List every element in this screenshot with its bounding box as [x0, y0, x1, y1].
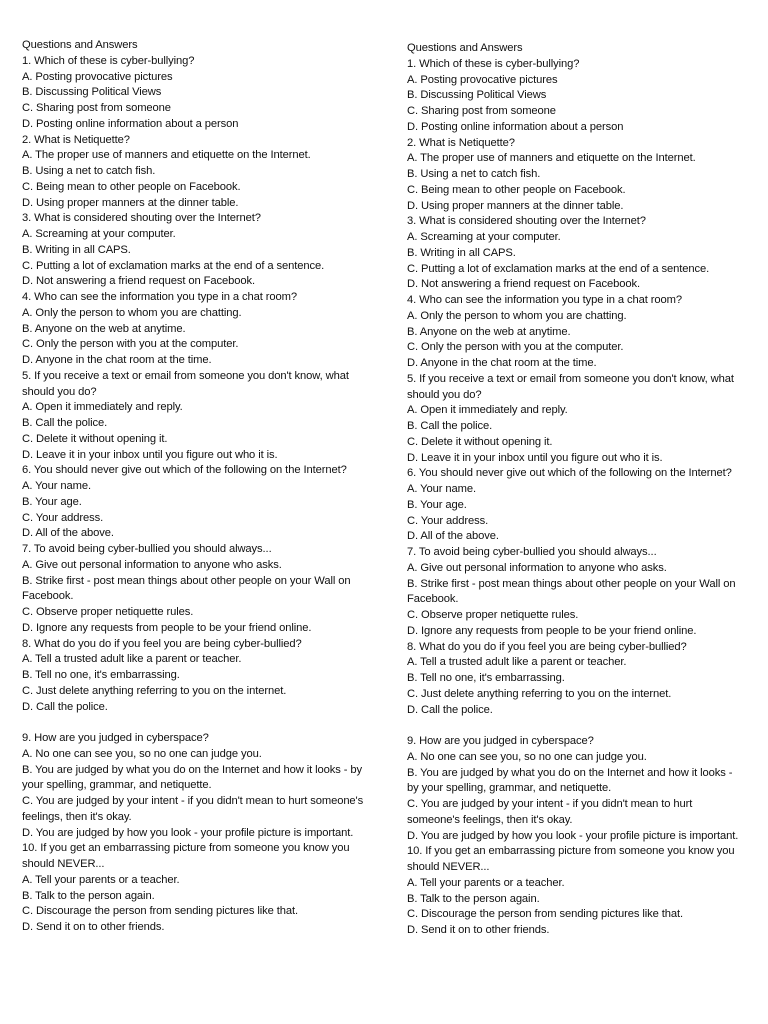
option-10d: D. Send it on to other friends.: [22, 921, 165, 933]
option-6c: C. Your address.: [407, 514, 489, 527]
option-3b: B. Writing in all CAPS.: [407, 246, 516, 259]
option-10a: A. Tell your parents or a teacher.: [22, 873, 180, 886]
option-5b: B. Call the police.: [407, 420, 493, 432]
option-3d: D. Not answering a friend request on Facebook.: [22, 275, 255, 288]
option-8a: A. Tell a trusted adult like a parent or teacher.: [22, 653, 242, 666]
option-3c: C. Putting a lot of exclamation marks at the end of a sentence.: [407, 262, 710, 275]
section-spacer: [407, 718, 747, 734]
option-2d: D. Using proper manners at the dinner table.: [407, 199, 624, 212]
option-1d: D. Posting online information about a person: [22, 117, 239, 130]
option-1b: B. Discussing Political Views: [407, 89, 547, 102]
question-7: 7. To avoid being cyber-bullied you should always...: [407, 546, 657, 558]
option-7b: B. Strike first - post mean things about other people on your Wall on Facebook.: [407, 577, 736, 606]
option-7b: B. Strike first - post mean things about other people on your Wall on Facebook.: [22, 574, 351, 603]
option-3d: D. Not answering a friend request on Facebook.: [407, 278, 640, 291]
option-9d: D. You are judged by how you look - your profile picture is important.: [407, 829, 739, 842]
option-3b: B. Writing in all CAPS.: [22, 243, 131, 256]
question-5: 5. If you receive a text or email from someone you don't know, what should you do?: [407, 372, 734, 401]
option-1b: B. Discussing Political Views: [22, 86, 162, 99]
option-4d: D. Anyone in the chat room at the time.: [407, 357, 597, 369]
question-3: 3. What is considered shouting over the Internet?: [22, 212, 261, 225]
option-6c: C. Your address.: [22, 511, 104, 524]
option-8b: B. Tell no one, it's embarrassing.: [407, 672, 565, 684]
option-7c: C. Observe proper netiquette rules.: [407, 609, 579, 621]
option-2d: D. Using proper manners at the dinner table.: [22, 196, 239, 209]
option-9a: A. No one can see you, so no one can judge you.: [22, 747, 262, 760]
question-3: 3. What is considered shouting over the Internet?: [407, 215, 646, 228]
question-6: 6. You should never give out which of the following on the Internet?: [22, 464, 347, 477]
option-1d: D. Posting online information about a person: [407, 120, 624, 133]
option-5a: A. Open it immediately and reply.: [407, 404, 568, 417]
page-title: Questions and Answers: [22, 39, 138, 51]
option-6a: A. Your name.: [407, 483, 476, 495]
question-7: 7. To avoid being cyber-bullied you should always...: [22, 543, 272, 555]
option-8b: B. Tell no one, it's embarrassing.: [22, 669, 180, 681]
option-8c: C. Just delete anything referring to you on the internet.: [22, 684, 287, 697]
option-5c: C. Delete it without opening it.: [407, 435, 553, 448]
option-9b: B. You are judged by what you do on the Internet and how it looks - by your spelling, grammar, and netiquette.: [407, 766, 733, 795]
question-6: 6. You should never give out which of the following on the Internet?: [407, 467, 732, 480]
option-5c: C. Delete it without opening it.: [22, 432, 168, 445]
question-4: 4. Who can see the information you type in a chat room?: [22, 291, 297, 303]
option-4c: C. Only the person with you at the computer.: [407, 341, 624, 354]
option-8c: C. Just delete anything referring to you on the internet.: [407, 687, 672, 700]
option-6b: B. Your age.: [407, 498, 467, 511]
option-10b: B. Talk to the person again.: [22, 889, 155, 902]
option-4b: B. Anyone on the web at anytime.: [407, 325, 571, 338]
question-8: 8. What do you do if you feel you are being cyber-bullied?: [22, 637, 302, 650]
option-10d: D. Send it on to other friends.: [407, 924, 550, 936]
page-title: Questions and Answers: [407, 42, 523, 54]
option-6b: B. Your age.: [22, 495, 82, 508]
option-2b: B. Using a net to catch fish.: [407, 168, 541, 180]
option-10c: C. Discourage the person from sending pictures like that.: [22, 905, 298, 918]
option-1c: C. Sharing post from someone: [407, 105, 556, 117]
option-7a: A. Give out personal information to anyone who asks.: [22, 558, 282, 571]
question-4: 4. Who can see the information you type in a chat room?: [407, 294, 682, 306]
option-2c: C. Being mean to other people on Facebook.: [407, 183, 626, 196]
option-2a: A. The proper use of manners and etiquette on the Internet.: [407, 152, 696, 165]
question-5: 5. If you receive a text or email from someone you don't know, what should you do?: [22, 369, 349, 398]
option-8a: A. Tell a trusted adult like a parent or teacher.: [407, 656, 627, 669]
right-column: [407, 41, 747, 939]
option-1c: C. Sharing post from someone: [22, 102, 171, 114]
option-4a: A. Only the person to whom you are chatting.: [22, 306, 242, 319]
option-9b: B. You are judged by what you do on the Internet and how it looks - by your spelling, grammar, and netiquette.: [22, 763, 363, 792]
option-9c: C. You are judged by your intent - if you didn't mean to hurt someone's feelings, then it's okay.: [22, 795, 364, 823]
question-10: 10. If you get an embarrassing picture from someone you know you should NEVER...: [407, 845, 735, 873]
option-5a: A. Open it immediately and reply.: [22, 401, 183, 414]
option-7c: C. Observe proper netiquette rules.: [22, 606, 194, 618]
option-2a: A. The proper use of manners and etiquette on the Internet.: [22, 149, 311, 162]
option-6d: D. All of the above.: [407, 530, 499, 543]
question-2: 2. What is Netiquette?: [407, 136, 515, 149]
option-1a: A. Posting provocative pictures: [407, 73, 558, 86]
option-6d: D. All of the above.: [22, 527, 114, 540]
option-4d: D. Anyone in the chat room at the time.: [22, 354, 212, 366]
question-9: 9. How are you judged in cyberspace?: [22, 732, 209, 744]
option-7a: A. Give out personal information to anyone who asks.: [407, 561, 667, 574]
option-8d: D. Call the police.: [407, 703, 493, 716]
question-1: 1. Which of these is cyber-bullying?: [22, 54, 195, 67]
option-2b: B. Using a net to catch fish.: [22, 165, 156, 177]
option-3c: C. Putting a lot of exclamation marks at the end of a sentence.: [22, 259, 325, 272]
section-spacer: [22, 715, 370, 731]
option-9d: D. You are judged by how you look - your profile picture is important.: [22, 826, 354, 839]
option-6a: A. Your name.: [22, 480, 91, 492]
question-9: 9. How are you judged in cyberspace?: [407, 735, 594, 747]
option-10b: B. Talk to the person again.: [407, 892, 540, 905]
option-10c: C. Discourage the person from sending pictures like that.: [407, 908, 683, 921]
option-9c: C. You are judged by your intent - if you didn't mean to hurt someone's feelings, then it's okay.: [407, 798, 693, 826]
option-5d: D. Leave it in your inbox until you figure out who it is.: [407, 451, 663, 464]
option-4c: C. Only the person with you at the computer.: [22, 338, 239, 351]
question-10: 10. If you get an embarrassing picture from someone you know you should NEVER...: [22, 842, 350, 870]
option-3a: A. Screaming at your computer.: [22, 228, 176, 240]
option-10a: A. Tell your parents or a teacher.: [407, 876, 565, 889]
option-3a: A. Screaming at your computer.: [407, 231, 561, 243]
question-2: 2. What is Netiquette?: [22, 133, 130, 146]
question-8: 8. What do you do if you feel you are being cyber-bullied?: [407, 640, 687, 653]
option-1a: A. Posting provocative pictures: [22, 70, 173, 83]
option-7d: D. Ignore any requests from people to be your friend online.: [407, 624, 697, 637]
option-8d: D. Call the police.: [22, 700, 108, 713]
left-column: [22, 38, 370, 936]
option-7d: D. Ignore any requests from people to be your friend online.: [22, 621, 312, 634]
option-4b: B. Anyone on the web at anytime.: [22, 322, 186, 335]
option-5d: D. Leave it in your inbox until you figure out who it is.: [22, 448, 278, 461]
question-1: 1. Which of these is cyber-bullying?: [407, 57, 580, 70]
option-9a: A. No one can see you, so no one can judge you.: [407, 750, 647, 763]
option-4a: A. Only the person to whom you are chatting.: [407, 309, 627, 322]
option-2c: C. Being mean to other people on Facebook.: [22, 180, 241, 193]
option-5b: B. Call the police.: [22, 417, 108, 429]
